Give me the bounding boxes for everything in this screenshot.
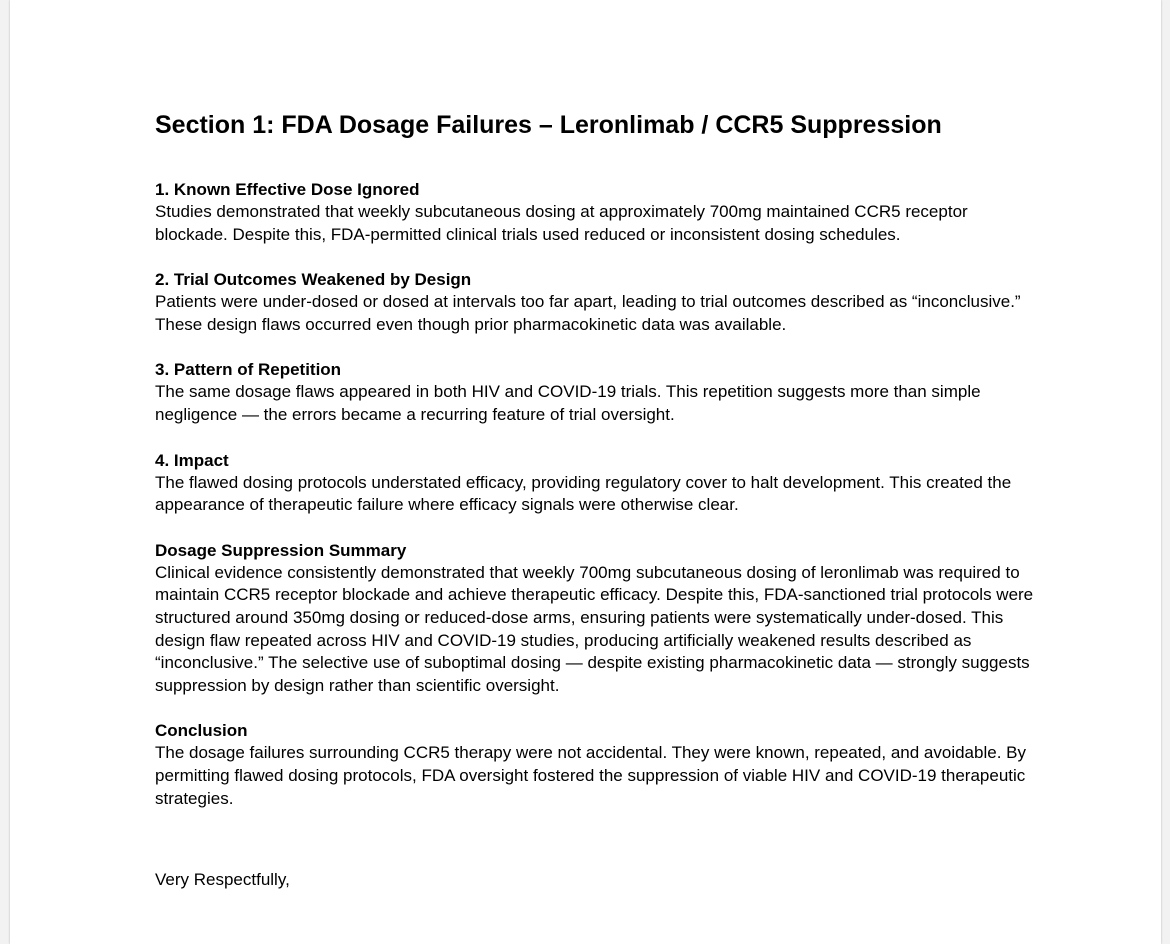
page-title: Section 1: FDA Dosage Failures – Leronlimab / CCR5 Suppression	[155, 111, 942, 139]
section-trial-outcomes	[155, 268, 1035, 336]
section-heading: 4. Impact	[155, 450, 229, 470]
section-heading: Dosage Suppression Summary	[155, 540, 407, 560]
page-content	[155, 108, 1035, 891]
section-pattern-of-repetition	[155, 358, 1035, 426]
section-body: The flawed dosing protocols understated efficacy, providing regulatory cover to halt development. This created the appearance of therapeutic failure where efficacy signals were otherwise clear.	[155, 472, 1012, 515]
section-body: The same dosage flaws appeared in both HIV and COVID-19 trials. This repetition suggests more than simple negligence — the errors became a recurring feature of trial oversight.	[155, 382, 981, 424]
section-heading: 2. Trial Outcomes Weakened by Design	[155, 270, 472, 290]
section-body: Studies demonstrated that weekly subcutaneous dosing at approximately 700mg maintained CCR5 receptor blockade. Despite this, FDA-permitted clinical trials used reduced or inconsistent dosing schedules.	[155, 202, 968, 244]
signoff: Very Respectfully,	[155, 870, 290, 890]
section-body: The dosage failures surrounding CCR5 therapy were not accidental. They were known, repeated, and avoidable. By permitting flawed dosing protocols, FDA oversight fostered the suppression of viable HIV and COVID-19 therapeutic strategies.	[155, 743, 1026, 808]
section-known-effective-dose	[155, 178, 1035, 246]
section-heading: 1. Known Effective Dose Ignored	[155, 180, 420, 199]
section-conclusion	[155, 719, 1035, 810]
section-heading: 3. Pattern of Repetition	[155, 360, 342, 380]
document-page	[10, 0, 1161, 944]
section-body: Clinical evidence consistently demonstrated that weekly 700mg subcutaneous dosing of leronlimab was required to maintain CCR5 receptor blockade and achieve therapeutic efficacy. Despite this, FDA-sanctioned trial protocols were structured around 350mg dosing or reduced-dose arms, ensuring patients were systematically under-dosed. This design flaw repeated across HIV and COVID-19 studies, producing artificially weakened results described as “inconclusive.” The selective use of suboptimal dosing — despite existing pharmacokinetic data — strongly suggests suppression by design rather than scientific oversight.	[155, 562, 1034, 695]
section-heading: Conclusion	[155, 721, 248, 741]
section-dosage-suppression-summary	[155, 539, 1035, 698]
section-body: Patients were under-dosed or dosed at intervals too far apart, leading to trial outcomes described as “inconclusive.” These design flaws occurred even though prior pharmacokinetic data was available.	[155, 292, 1021, 334]
section-impact	[155, 449, 1035, 517]
